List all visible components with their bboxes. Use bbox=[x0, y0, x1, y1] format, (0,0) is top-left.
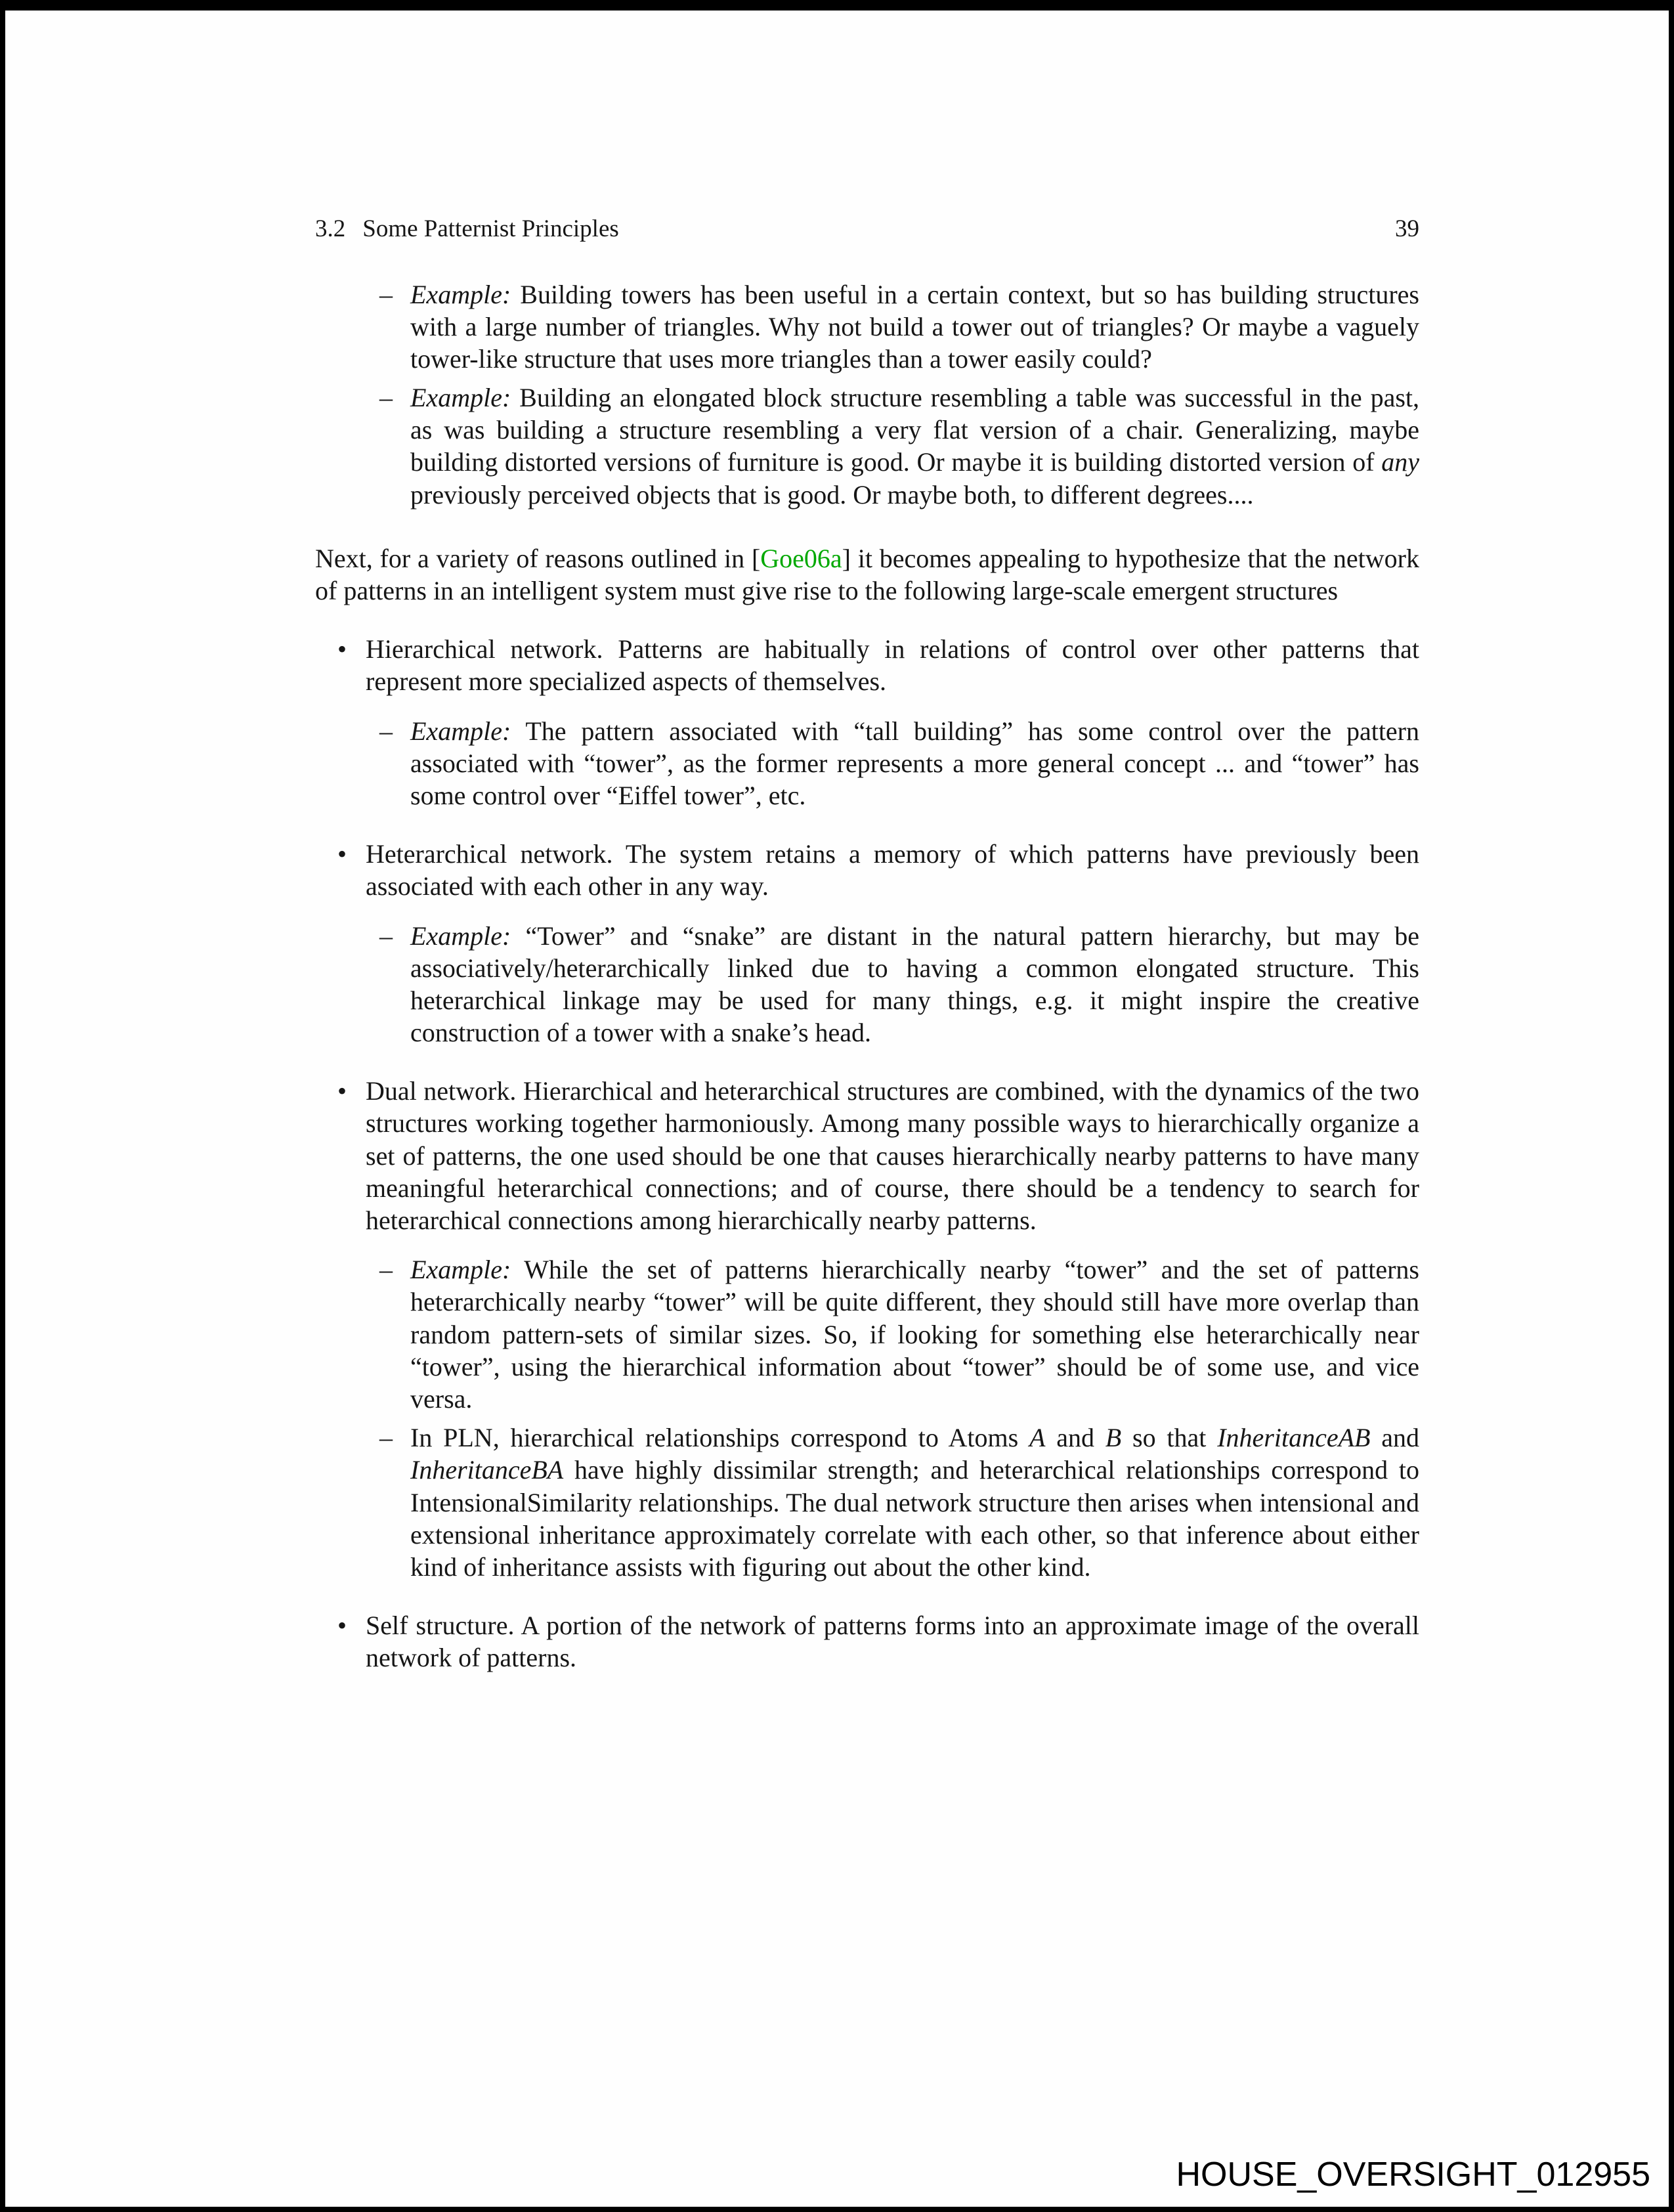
bullet-hierarchical-network bbox=[315, 633, 1419, 812]
dash-marker: – bbox=[379, 1423, 393, 1453]
bullet-marker: • bbox=[337, 1611, 347, 1641]
example-list-item bbox=[379, 920, 1419, 1049]
citation-link[interactable]: Goe06a bbox=[760, 543, 842, 573]
running-header bbox=[315, 214, 1419, 244]
dash-marker: – bbox=[379, 279, 393, 309]
pln-note-item bbox=[379, 1421, 1419, 1583]
running-header-left bbox=[315, 214, 619, 244]
example-list-item bbox=[379, 1253, 1419, 1415]
watermark: HOUSE_OVERSIGHT_012955 bbox=[1176, 2156, 1650, 2194]
text-segment: Building towers has been useful in a certain context, but so has building structures with a large number of triangles. Why not build a tower out of triangles? Or maybe a vaguely tower-like structure that uses more triangles than a tower easily could? bbox=[410, 279, 1419, 374]
text-segment: Example: bbox=[410, 383, 511, 413]
text-segment: Example: bbox=[410, 1255, 511, 1285]
text-segment: Dual network. Hierarchical and heterarchical structures are combined, with the dynamics of the two structures working together harmoniously. Among many possible ways to hierarchically organize a set of patterns, the one used should be one that causes hierarchically nearby patterns to have many meaningful heterarchical connections; and of course, there should be a tendency to search for heterarchical connections among hierarchically nearby patterns. bbox=[366, 1076, 1419, 1235]
section-number: 3.2 bbox=[315, 215, 346, 242]
bullet-dual-network bbox=[315, 1075, 1419, 1583]
bullet-self-structure bbox=[315, 1609, 1419, 1674]
text-segment: Next, for a variety of reasons outlined in [ bbox=[315, 543, 761, 573]
text-segment: Example: bbox=[410, 716, 511, 746]
bullet-text bbox=[366, 1075, 1419, 1236]
text-segment: InheritanceBA bbox=[410, 1455, 564, 1485]
bullet-text bbox=[366, 1609, 1419, 1674]
pln-note-text bbox=[410, 1421, 1419, 1583]
text-segment: B bbox=[1105, 1423, 1122, 1453]
bullet-marker: • bbox=[337, 1076, 347, 1106]
text-segment: Heterarchical network. The system retains a memory of which patterns have previously been associated with each other in any way. bbox=[366, 839, 1419, 901]
example-text bbox=[410, 381, 1419, 511]
example-sublist bbox=[315, 1253, 1419, 1583]
text-segment: and bbox=[1370, 1423, 1420, 1453]
text-segment: have highly dissimilar strength; and heterarchical relationships correspond to IntensionalSimilarity relationships. The dual network structure then arises when intensional and extensional inheritance approximately correlate with each other, so that inference about either kind of inheritance assists with figuring out about the other kind. bbox=[410, 1455, 1419, 1582]
bullet-item bbox=[337, 838, 1419, 902]
text-segment: While the set of patterns hierarchically nearby “tower” and the set of patterns heterarchically nearby “tower” will be quite different, they should still have more overlap than random pattern-sets of similar sizes. So, if looking for something else heterarchically near “tower”, using the hierarchical information about “tower” should be of some use, and vice versa. bbox=[410, 1255, 1419, 1414]
bullet-marker: • bbox=[337, 634, 347, 664]
text-segment: “Tower” and “snake” are distant in the natural pattern hierarchy, but may be associatively/heterarchically linked due to having a common elongated structure. This heterarchical linkage may be used for many things, e.g. it might inspire the creative construction of a tower with a snake’s head. bbox=[410, 921, 1419, 1048]
section-title: Some Patternist Principles bbox=[362, 215, 619, 242]
intro-paragraph bbox=[315, 542, 1419, 607]
dash-marker: – bbox=[379, 383, 393, 413]
text-segment: The pattern associated with “tall building” has some control over the pattern associated with “tower”, as the former represents a more general concept ... and “tower” has some control over “Eiffel tower”, etc. bbox=[410, 716, 1419, 810]
text-segment: Building an elongated block structure resembling a table was successful in the past, as was building a structure resembling a very flat version of a chair. Generalizing, maybe building distorted versions of furniture is good. Or maybe it is building distorted version of bbox=[410, 383, 1419, 477]
bullet-marker: • bbox=[337, 839, 347, 869]
example-text bbox=[410, 1253, 1419, 1415]
example-list-item bbox=[379, 381, 1419, 511]
text-segment: InheritanceAB bbox=[1217, 1423, 1371, 1453]
dash-marker: – bbox=[379, 921, 393, 951]
example-text bbox=[410, 920, 1419, 1049]
text-segment: so that bbox=[1121, 1423, 1218, 1453]
example-sublist bbox=[315, 920, 1419, 1049]
dash-marker: – bbox=[379, 1255, 393, 1285]
text-segment: previously perceived objects that is good. Or maybe both, to different degrees.... bbox=[410, 479, 1254, 510]
text-segment: any bbox=[1381, 447, 1419, 477]
dash-marker: – bbox=[379, 716, 393, 746]
continued-example-list bbox=[315, 278, 1419, 511]
text-segment: In PLN, hierarchical relationships correspond to Atoms bbox=[410, 1423, 1029, 1453]
example-list-item bbox=[379, 715, 1419, 812]
bullet-heterarchical-network bbox=[315, 838, 1419, 1049]
text-segment: ] it becomes appealing to hypothesize that the network of patterns in an intelligent system must give rise to the following large-scale emergent structures bbox=[315, 543, 1419, 605]
bullet-item bbox=[337, 1609, 1419, 1674]
page-number: 39 bbox=[1395, 215, 1419, 242]
text-segment: Self structure. A portion of the network of patterns forms into an approximate image of the overall network of patterns. bbox=[366, 1611, 1419, 1673]
page-content bbox=[315, 214, 1419, 1674]
example-text bbox=[410, 278, 1419, 376]
bullet-item bbox=[337, 633, 1419, 697]
bullet-text bbox=[366, 633, 1419, 697]
example-sublist bbox=[315, 715, 1419, 812]
example-text bbox=[410, 715, 1419, 812]
text-segment: Hierarchical network. Patterns are habitually in relations of control over other patterns that represent more specialized aspects of themselves. bbox=[366, 634, 1419, 697]
text-segment: Example: bbox=[410, 921, 511, 951]
bullet-item bbox=[337, 1075, 1419, 1236]
bullet-text bbox=[366, 838, 1419, 902]
text-segment: Example: bbox=[410, 279, 511, 309]
text-segment: and bbox=[1045, 1423, 1105, 1453]
text-segment: A bbox=[1029, 1423, 1046, 1453]
example-list-item bbox=[379, 278, 1419, 376]
